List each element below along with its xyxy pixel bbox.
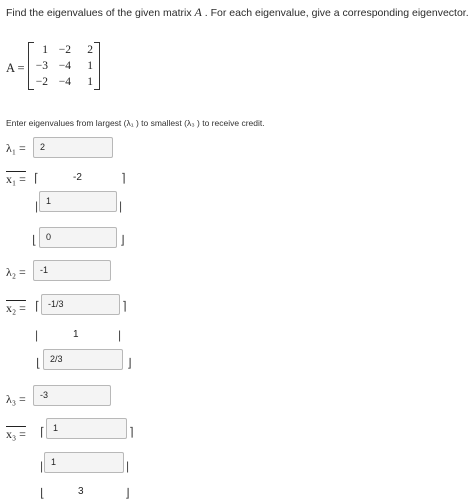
- x1-bracket-mid-left: |: [35, 199, 39, 213]
- x3-bracket-top-left: ⌈: [40, 425, 45, 439]
- lambda1-label: λ₁ =: [6, 141, 26, 155]
- x2-bracket-bottom-left: ⌊: [36, 356, 41, 370]
- matrix-cell: 1: [87, 76, 93, 88]
- x2-label: x₂ =: [6, 301, 26, 315]
- matrix-cell: −2: [58, 44, 71, 56]
- x1-bracket-bottom-right: ⌋: [120, 233, 125, 247]
- x2-bracket-mid-right: |: [118, 328, 122, 342]
- x3-bracket-top-right: ⌉: [129, 425, 134, 439]
- x3-bracket-mid-right: |: [126, 459, 130, 473]
- x1-bracket-top-left: ⌈: [34, 171, 39, 185]
- x2-entry-1-input[interactable]: -1/3: [41, 294, 120, 315]
- lambda2-input[interactable]: -1: [33, 260, 111, 281]
- matrix-cell: −2: [35, 76, 48, 88]
- matrix-cell: −4: [58, 60, 71, 72]
- matrix-variable: A: [194, 5, 202, 19]
- x1-bracket-bottom-left: ⌊: [32, 233, 37, 247]
- x3-bracket-bottom-right: ⌋: [125, 486, 130, 500]
- matrix-cell: 1: [87, 60, 93, 72]
- instructions-text: Enter eigenvalues from largest (λ₁ ) to smallest (λ₃ ) to receive credit.: [6, 118, 265, 128]
- matrix-right-bracket: [94, 42, 100, 90]
- x3-entry-3[interactable]: 3: [78, 486, 84, 497]
- x2-bracket-top-left: ⌈: [35, 299, 40, 313]
- x3-label: x₃ =: [6, 427, 26, 441]
- x2-entry-2[interactable]: 1: [73, 329, 79, 340]
- x3-entry-1-input[interactable]: 1: [46, 418, 127, 439]
- x3-bracket-bottom-left: ⌊: [40, 486, 45, 500]
- x1-label: x₁ =: [6, 172, 26, 186]
- lambda2-label: λ₂ =: [6, 265, 26, 279]
- matrix-cell: 2: [87, 44, 93, 56]
- lambda3-label: λ₃ =: [6, 392, 26, 406]
- matrix-cell: −4: [58, 76, 71, 88]
- x1-entry-2-input[interactable]: 1: [39, 191, 117, 212]
- lambda1-input[interactable]: 2: [33, 137, 113, 158]
- x2-bracket-top-right: ⌉: [122, 299, 127, 313]
- x1-entry-3-input[interactable]: 0: [39, 227, 117, 248]
- x1-bracket-mid-right: |: [119, 199, 123, 213]
- prompt-text-before: Find the eigenvalues of the given matrix: [6, 7, 195, 19]
- x3-entry-2-input[interactable]: 1: [44, 452, 124, 473]
- prompt-text-after: . For each eigenvalue, give a corresponding eigenvector.: [201, 7, 469, 19]
- x3-bracket-mid-left: |: [40, 459, 44, 473]
- question-prompt: [6, 5, 469, 20]
- matrix-cell: −3: [35, 60, 48, 72]
- x1-bracket-top-right: ⌉: [121, 171, 126, 185]
- x2-entry-3-input[interactable]: 2/3: [43, 349, 123, 370]
- lambda3-input[interactable]: -3: [33, 385, 111, 406]
- matrix-label: A =: [6, 61, 25, 75]
- x2-bracket-bottom-right: ⌋: [127, 356, 132, 370]
- x1-entry-1[interactable]: -2: [73, 172, 82, 183]
- matrix-cell: 1: [42, 44, 48, 56]
- x2-bracket-mid-left: |: [35, 328, 39, 342]
